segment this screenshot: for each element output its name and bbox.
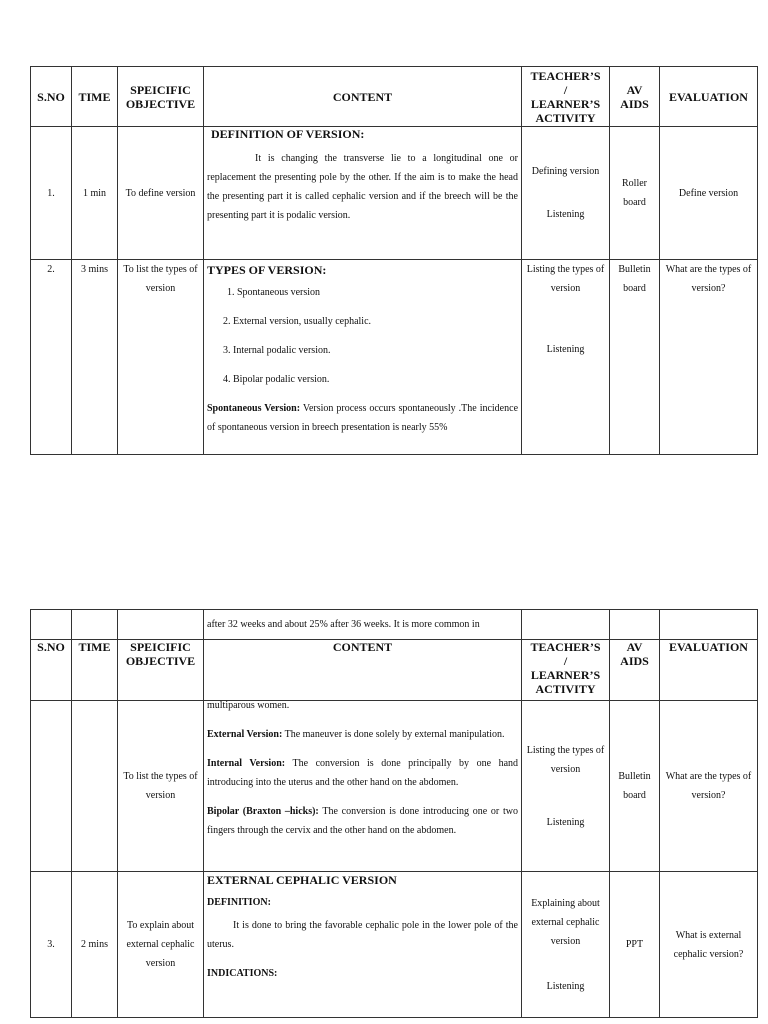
row1-objective: To define version [118,127,204,260]
row1-evaluation: Define version [660,127,758,260]
table-row-1 [31,127,758,260]
table-row-3 [31,872,758,1018]
row2-sno: 2. [31,260,72,455]
row2-item-4: 4. Bipolar podalic version. [223,374,330,385]
row2-spontaneous: Spontaneous Version: Version process occurs spontaneously .The incidence of spontaneous version in breech presentation is nearly 55% [207,403,519,433]
header-objective: SPEICIFIC OBJECTIVE [118,67,204,127]
row3-activity-a: Explaining about external cephalic version [531,897,600,947]
lesson-plan-table-2 [30,609,758,1018]
table-row-2 [31,260,758,455]
header-time: TIME [72,640,118,701]
row2-heading: TYPES OF VERSION: [207,263,327,277]
row1-activity [522,127,610,260]
row1-content [204,127,522,260]
types-activity-b: Listening [546,816,585,828]
row3-def-text: It is done to bring the favorable cephalic pole in the lower pole of the uterus. [207,920,518,950]
row2-activity-a: Listing the types of version [526,264,605,294]
header-activity: TEACHER’S / LEARNER’S ACTIVITY [522,67,610,127]
carry-over-row [31,610,758,640]
row3-objective: To explain about external cephalic version [118,872,204,1018]
row2-item-1: 1. Spontaneous version [227,287,321,298]
lesson-plan-table-1 [30,66,758,455]
carry-over-text: after 32 weeks and about 25% after 36 weeks. It is more common in [204,610,522,640]
header-av-aids: AV AIDS [610,67,660,127]
types-av: Bulletin board [610,701,660,872]
header-evaluation: EVALUATION [660,640,758,701]
header-row [31,67,758,127]
row3-av: PPT [610,872,660,1018]
header-time: TIME [72,67,118,127]
table-row-types-cont [31,701,758,872]
row3-content [204,872,522,1018]
header-activity: TEACHER’S / LEARNER’S ACTIVITY [522,640,610,701]
row3-time: 2 mins [72,872,118,1018]
row2-evaluation: What are the types of version? [660,260,758,455]
row2-time: 3 mins [72,260,118,455]
row2-content [204,260,522,455]
row2-objective: To list the types of version [118,260,204,455]
row1-activity-a: Defining version [531,166,600,177]
row2-activity-b: Listening [546,344,585,355]
types-activity [522,701,610,872]
types-bipolar: Bipolar (Braxton –hicks): The conversion is done introducing one or two fingers through the cervix and the other hand on the abdomen. [207,806,518,836]
row2-activity [522,260,610,455]
row3-evaluation: What is external cephalic version? [660,872,758,1018]
header-sno: S.NO [31,640,72,701]
row3-indications-label: INDICATIONS: [207,968,278,979]
row2-item-3: 3. Internal podalic version. [223,345,331,356]
row3-sno: 3. [31,872,72,1018]
types-external: External Version: The maneuver is done solely by external manipulation. [207,729,505,740]
header-evaluation: EVALUATION [660,67,758,127]
row3-activity-b: Listening [546,980,585,992]
header-row-2 [31,640,758,701]
header-objective: SPEICIFIC OBJECTIVE [118,640,204,701]
row2-av: Bulletin board [610,260,660,455]
types-content [204,701,522,872]
row1-av: Roller board [610,127,660,260]
row1-text: It is changing the transverse lie to a longitudinal one or replacement the presenting pole by the other. If the aim is to make the head the presenting part it is called cephalic version and if the breech will be the presenting part it is podalic version. [207,153,518,221]
types-objective: To list the types of version [118,701,204,872]
row3-activity [522,872,610,1018]
row1-sno: 1. [31,127,72,260]
row3-def-label: DEFINITION: [207,897,271,908]
header-av-aids: AV AIDS [610,640,660,701]
types-carry-end: multiparous women. [207,700,290,711]
types-activity-a: Listing the types of version [526,744,605,775]
row3-heading: EXTERNAL CEPHALIC VERSION [207,873,397,887]
row2-item-2: 2. External version, usually cephalic. [223,316,372,327]
header-content: CONTENT [204,640,522,701]
header-content: CONTENT [204,67,522,127]
row1-activity-b: Listening [546,209,585,220]
row1-heading: DEFINITION OF VERSION: [211,127,365,141]
types-internal: Internal Version: The conversion is done principally by one hand introducing into the uterus and the other hand on the abdomen. [207,758,519,788]
header-sno: S.NO [31,67,72,127]
types-evaluation: What are the types of version? [660,701,758,872]
row1-time: 1 min [72,127,118,260]
